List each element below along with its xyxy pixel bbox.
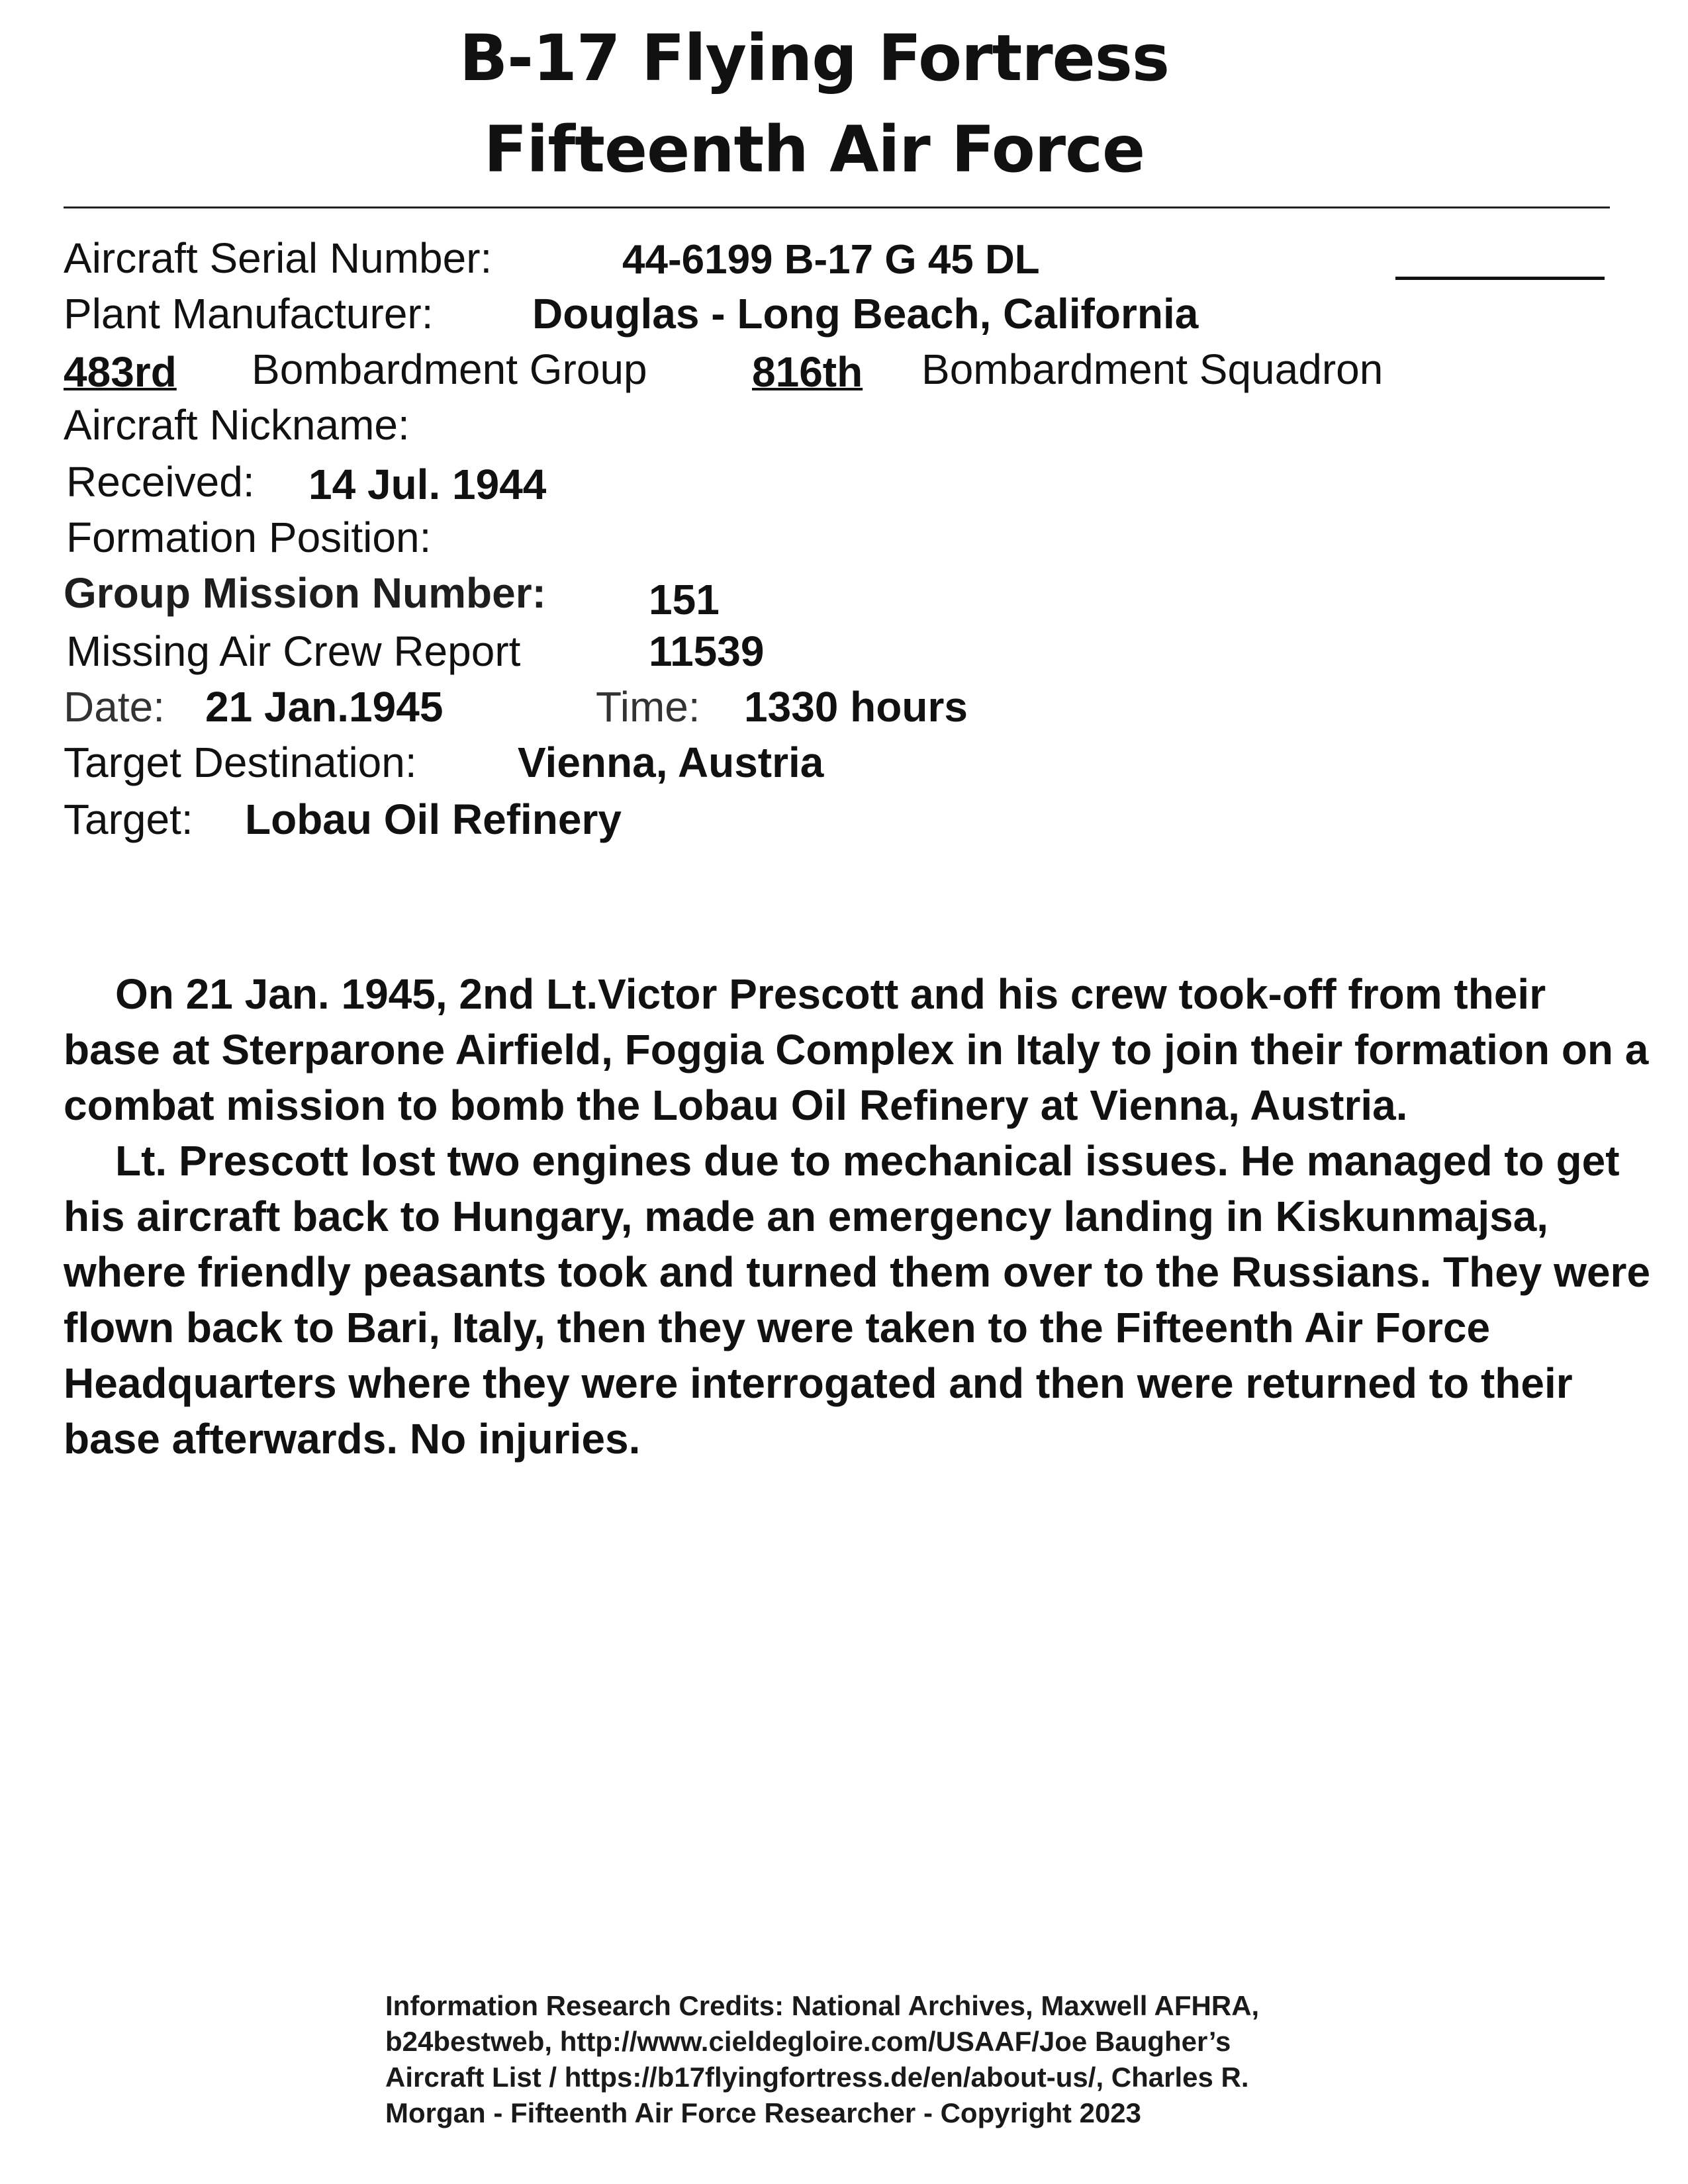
document-title-line2: Fifteenth Air Force xyxy=(483,113,1145,187)
mission-label: Group Mission Number: xyxy=(64,569,546,617)
serial-value: 44-6199 B-17 G 45 DL xyxy=(622,237,1040,283)
manufacturer-label: Plant Manufacturer: xyxy=(64,290,434,338)
mission-value: 151 xyxy=(649,576,720,623)
credits-line-2: b24bestweb, http://www.cieldegloire.com/USAAF/Joe Baugher’s xyxy=(385,2026,1231,2057)
date-time-row xyxy=(64,683,968,731)
narrative xyxy=(64,966,1652,1467)
credits-line-4: Morgan - Fifteenth Air Force Researcher - Copyright 2023 xyxy=(385,2097,1142,2128)
squadron-label: Bombardment Squadron xyxy=(921,345,1383,393)
destination-label: Target Destination: xyxy=(64,739,417,786)
header-divider xyxy=(64,206,1610,208)
document-title-line1: B-17 Flying Fortress xyxy=(459,21,1170,95)
group-label: Bombardment Group xyxy=(252,345,647,393)
date-label: Date: xyxy=(64,683,165,731)
narrative-paragraph-2: Lt. Prescott lost two engines due to mechanical issues. He managed to get his aircraft back to Hungary, made an emergency landing in Kiskunmajsa, where friendly peasants took and turned them over to the Russians. They were flown back to Bari, Italy, then they were taken to the Fifteenth Air Force Headquarters where they were interrogated and then were returned to their base afterwards. No injuries. xyxy=(64,1137,1651,1463)
signature-blank-line xyxy=(1395,277,1605,280)
nickname-row xyxy=(64,401,410,449)
manufacturer-value: Douglas - Long Beach, California xyxy=(532,290,1199,338)
narrative-paragraph-1: On 21 Jan. 1945, 2nd Lt.Victor Prescott and his crew took-off from their base at Sterparone Airfield, Foggia Complex in Italy to join their formation on a combat mission to bomb the Lobau Oil Refinery at Vienna, Austria. xyxy=(64,970,1649,1129)
target-label: Target: xyxy=(64,796,193,843)
macr-value: 11539 xyxy=(649,627,765,675)
group-value: 483rd xyxy=(64,348,177,396)
received-value: 14 Jul. 1944 xyxy=(308,461,547,508)
received-label: Received: xyxy=(66,458,255,506)
target-value: Lobau Oil Refinery xyxy=(245,796,622,843)
formation-row xyxy=(66,516,431,559)
squadron-value: 816th xyxy=(752,348,863,396)
macr-label: Missing Air Crew Report xyxy=(66,627,521,675)
research-credits xyxy=(385,1988,1405,2131)
macr-row xyxy=(66,627,765,675)
manufacturer-row xyxy=(64,290,1199,338)
serial-label: Aircraft Serial Number: xyxy=(64,234,492,282)
destination-row xyxy=(64,739,824,786)
mission-row xyxy=(64,569,720,623)
serial-row xyxy=(64,234,1040,283)
received-row xyxy=(66,458,547,508)
destination-value: Vienna, Austria xyxy=(518,739,824,786)
target-row xyxy=(64,796,622,843)
time-value: 1330 hours xyxy=(744,683,968,731)
date-value: 21 Jan.1945 xyxy=(205,683,444,731)
credits-line-1: Information Research Credits: National Archives, Maxwell AFHRA, xyxy=(385,1990,1260,2021)
nickname-label: Aircraft Nickname: xyxy=(64,401,410,449)
formation-label: Formation Position: xyxy=(66,514,432,561)
time-label: Time: xyxy=(596,683,700,731)
credits-line-3: Aircraft List / https://b17flyingfortress.de/en/about-us/, Charles R. xyxy=(385,2062,1249,2093)
